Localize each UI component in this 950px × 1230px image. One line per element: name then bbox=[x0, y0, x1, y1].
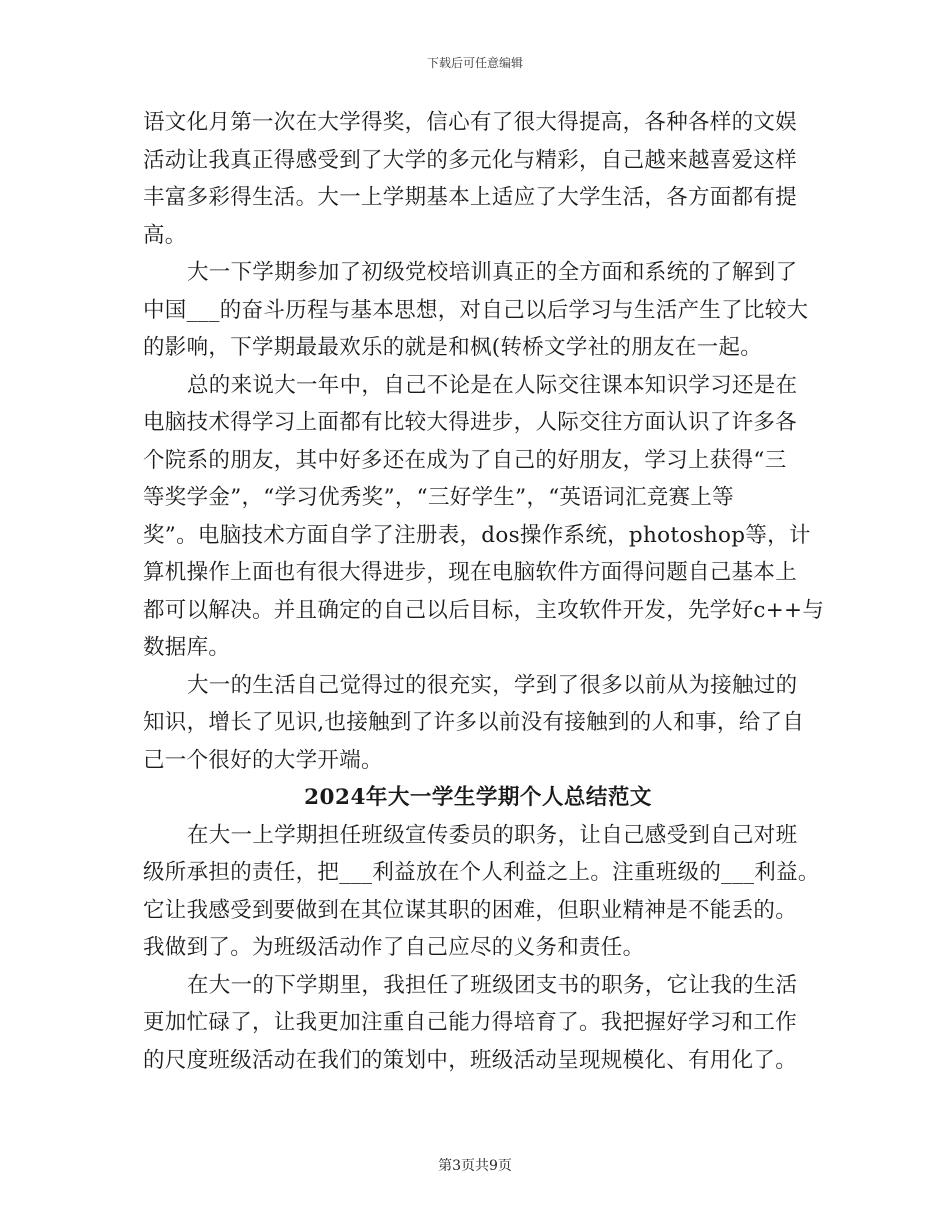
paragraph-first-line: 大一的生活自己觉得过的很充实，学到了很多以前从为接触过的 bbox=[187, 672, 798, 698]
text-line: 电脑技术得学习上面都有比较大得进步，人际交往方面认识了许多各 bbox=[143, 410, 798, 435]
text-line: 算机操作上面也有很大得进步，现在电脑软件方面得问题自己基本上 bbox=[143, 560, 798, 585]
document-body bbox=[143, 104, 825, 1079]
text-line: 都可以解决。并且确定的自己以后目标，主攻软件开发，先学好c++与 bbox=[143, 597, 825, 623]
page-header: 下载后可任意编辑 bbox=[426, 56, 523, 70]
section-title: 2024年大一学生学期个人总结范文 bbox=[304, 785, 652, 810]
text-line: 丰富多彩得生活。大一上学期基本上适应了大学生活，各方面都有提 bbox=[143, 185, 798, 210]
text-line: 高。 bbox=[143, 222, 187, 248]
paragraph-first-line: 大一下学期参加了初级党校培训真正的全方面和系统的了解到了 bbox=[187, 260, 798, 285]
text-line: 中国___的奋斗历程与基本思想，对自己以后学习与生活产生了比较大 bbox=[143, 297, 809, 323]
text-line: 奖”。电脑技术方面自学了注册表，dos操作系统，photoshop等，计 bbox=[143, 522, 811, 548]
text-line: 活动让我真正得感受到了大学的多元化与精彩，自己越来越喜爱这样 bbox=[143, 147, 798, 173]
text-line: 的尺度班级活动在我们的策划中，班级活动呈现规模化、有用化了。 bbox=[143, 1047, 798, 1073]
text-line: 语文化月第一次在大学得奖，信心有了很大得提高，各种各样的文娱 bbox=[143, 110, 798, 135]
text-line: 知识，增长了见识,也接触到了许多以前没有接触到的人和事，给了自 bbox=[143, 710, 805, 735]
text-line: 数据库。 bbox=[143, 635, 231, 660]
text-line: 它让我感受到要做到在其位谋其职的困难，但职业精神是不能丢的。 bbox=[143, 897, 798, 923]
text-line: 个院系的朋友，其中好多还在成为了自己的好朋友，学习上获得“三 bbox=[143, 447, 787, 473]
paragraph-first-line: 总的来说大一年中，自己不论是在人际交往课本知识学习还是在 bbox=[187, 372, 798, 398]
page-footer: 第3页共9页 bbox=[438, 1158, 512, 1174]
text-line: 我做到了。为班级活动作了自己应尽的义务和责任。 bbox=[143, 935, 645, 960]
text-line: 的影响，下学期最最欢乐的就是和枫(转桥文学社的朋友在一起。 bbox=[143, 335, 763, 360]
text-line: 己一个很好的大学开端。 bbox=[143, 747, 383, 773]
paragraph-first-line: 在大一的下学期里，我担任了班级团支书的职务，它让我的生活 bbox=[187, 972, 798, 998]
paragraph-first-line: 在大一上学期担任班级宣传委员的职务，让自己感受到自己对班 bbox=[187, 822, 798, 848]
text-line: 更加忙碌了，让我更加注重自己能力得培育了。我把握好学习和工作 bbox=[143, 1010, 798, 1035]
text-line: 级所承担的责任，把___利益放在个人利益之上。注重班级的___利益。 bbox=[143, 860, 820, 885]
text-line: 等奖学金”，“学习优秀奖”，“三好学生”，“英语词汇竞赛上等 bbox=[143, 485, 734, 510]
